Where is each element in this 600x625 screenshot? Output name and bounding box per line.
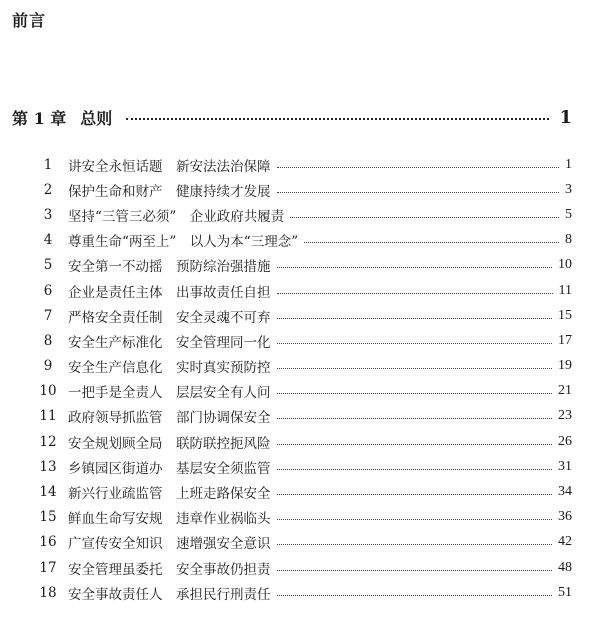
entry-page-number: 15 xyxy=(558,307,572,323)
entry-page-number: 17 xyxy=(558,332,572,348)
leader-dots xyxy=(277,192,560,193)
entry-title: 安全生产标准化 安全管理同一化 xyxy=(68,334,271,351)
entry-page-number: 51 xyxy=(558,584,572,600)
entry-title: 安全规划顾全局 联防联控扼风险 xyxy=(68,435,271,452)
leader-dots xyxy=(277,444,553,445)
entry-title: 广宣传安全知识 速增强安全意识 xyxy=(68,536,271,553)
toc-entry[interactable] xyxy=(36,530,572,555)
entry-page-number: 1 xyxy=(565,156,572,172)
toc-entry[interactable] xyxy=(36,177,572,202)
leader-dots xyxy=(304,242,559,243)
entry-page-number: 23 xyxy=(558,408,572,424)
leader-dots xyxy=(277,318,553,319)
toc-entry[interactable] xyxy=(36,354,572,379)
entry-title: 乡镇园区街道办 基层安全须监管 xyxy=(68,460,271,477)
toc-entry[interactable] xyxy=(36,505,572,530)
chapter-label: 第 1 章 xyxy=(12,108,67,128)
entry-title: 安全事故责任人 承担民行刑责任 xyxy=(68,586,271,603)
toc-entry[interactable] xyxy=(36,454,572,479)
leader-dots xyxy=(277,343,553,344)
chapter-leader-dots xyxy=(126,118,549,120)
leader-dots xyxy=(277,544,553,545)
toc-entry[interactable] xyxy=(36,303,572,328)
chapter-page-number: 1 xyxy=(559,106,572,128)
entry-title: 政府领导抓监管 部门协调保安全 xyxy=(68,410,271,427)
entry-title: 新兴行业疏监管 上班走路保安全 xyxy=(68,486,271,503)
entry-title: 企业是责任主体 出事故责任自担 xyxy=(68,284,271,301)
toc-entry[interactable] xyxy=(36,479,572,504)
toc-entry[interactable] xyxy=(36,228,572,253)
entry-page-number: 10 xyxy=(558,257,572,273)
entry-number: 2 xyxy=(43,181,53,198)
chapter-title: 总则 xyxy=(80,108,113,128)
leader-dots xyxy=(277,595,553,596)
entry-number: 3 xyxy=(43,206,53,223)
leader-dots xyxy=(277,393,553,394)
entry-number: 1 xyxy=(43,156,53,173)
entry-number: 10 xyxy=(39,383,57,400)
entry-number: 9 xyxy=(43,358,53,375)
entry-page-number: 5 xyxy=(565,206,572,222)
toc-entry[interactable] xyxy=(36,379,572,404)
entry-page-number: 21 xyxy=(558,383,572,399)
entry-title: 尊重生命“两至上” 以人为本“三理念” xyxy=(68,234,299,251)
table-of-contents xyxy=(36,152,572,605)
chapter-1-entry[interactable] xyxy=(12,105,572,129)
entry-title: 讲安全永恒话题 新安法法治保障 xyxy=(68,158,271,175)
toc-entry[interactable] xyxy=(36,555,572,580)
entry-number: 12 xyxy=(39,433,57,450)
entry-number: 8 xyxy=(43,332,53,349)
leader-dots xyxy=(277,469,553,470)
leader-dots xyxy=(277,418,553,419)
entry-number: 7 xyxy=(43,307,53,324)
entry-page-number: 8 xyxy=(565,232,572,248)
leader-dots xyxy=(277,293,553,294)
entry-title: 一把手是全责人 层层安全有人问 xyxy=(68,385,271,402)
leader-dots xyxy=(277,570,553,571)
entry-page-number: 42 xyxy=(558,534,572,550)
entry-title: 安全第一不动摇 预防综治强措施 xyxy=(68,259,271,276)
entry-page-number: 11 xyxy=(558,282,572,298)
entry-number: 5 xyxy=(43,257,53,274)
entry-number: 16 xyxy=(39,534,57,551)
toc-entry[interactable] xyxy=(36,278,572,303)
toc-entry[interactable] xyxy=(36,253,572,278)
entry-number: 4 xyxy=(43,232,53,249)
entry-page-number: 36 xyxy=(558,509,572,525)
entry-number: 18 xyxy=(39,584,57,601)
entry-page-number: 48 xyxy=(558,559,572,575)
entry-number: 6 xyxy=(43,282,53,299)
toc-entry[interactable] xyxy=(36,580,572,605)
leader-dots xyxy=(277,368,553,369)
entry-title: 安全管理虽委托 安全事故仍担责 xyxy=(68,561,271,578)
entry-page-number: 26 xyxy=(558,433,572,449)
entry-title: 保护生命和财产 健康持续才发展 xyxy=(68,183,271,200)
entry-title: 严格安全责任制 安全灵魂不可弃 xyxy=(68,309,271,326)
toc-entry[interactable] xyxy=(36,328,572,353)
preface-heading: 前言 xyxy=(12,11,47,30)
entry-number: 15 xyxy=(39,509,57,526)
toc-entry[interactable] xyxy=(36,202,572,227)
entry-title: 鲜血生命写安规 违章作业祸临头 xyxy=(68,511,271,528)
entry-page-number: 31 xyxy=(558,458,572,474)
entry-title: 坚持“三管三必须” 企业政府共履责 xyxy=(68,208,285,225)
leader-dots xyxy=(277,519,553,520)
entry-number: 13 xyxy=(39,458,57,475)
toc-entry[interactable] xyxy=(36,152,572,177)
entry-number: 14 xyxy=(39,484,57,501)
entry-page-number: 19 xyxy=(558,358,572,374)
entry-page-number: 34 xyxy=(558,484,572,500)
leader-dots xyxy=(277,494,553,495)
entry-title: 安全生产信息化 实时真实预防控 xyxy=(68,360,271,377)
leader-dots xyxy=(290,217,559,218)
entry-number: 17 xyxy=(39,559,57,576)
entry-page-number: 3 xyxy=(565,181,572,197)
entry-number: 11 xyxy=(39,408,57,425)
toc-entry[interactable] xyxy=(36,404,572,429)
leader-dots xyxy=(277,167,560,168)
toc-entry[interactable] xyxy=(36,429,572,454)
leader-dots xyxy=(277,267,553,268)
